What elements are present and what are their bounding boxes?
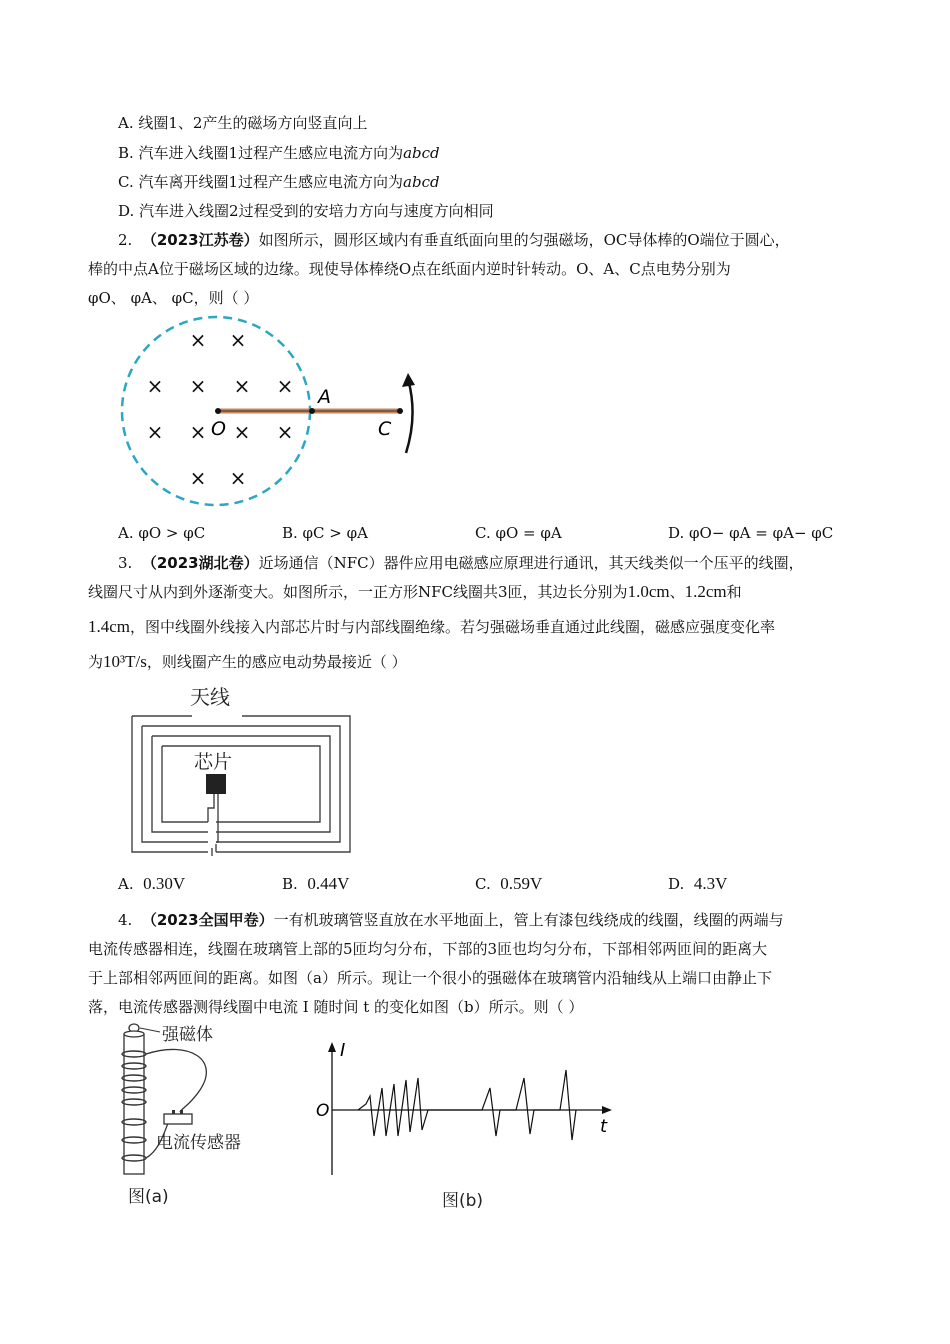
rotation-arrow-head: [402, 373, 415, 387]
q1-option-c-abcd: abcd: [403, 173, 440, 191]
axis-t-arrow: [602, 1106, 612, 1114]
chip-lead-1: [208, 794, 214, 822]
q4-line2: 电流传感器相连，线圈在玻璃管上部的5匝均匀分布，下部的3匝也均匀分布，下部相邻两匝间的距离大: [88, 940, 768, 958]
caption-a: 图(a): [128, 1187, 169, 1207]
chip-label: 芯片: [194, 751, 233, 773]
q1-option-c: [118, 172, 440, 192]
axis-t-label: t: [600, 1116, 608, 1137]
coil-middle-turn: [142, 726, 340, 842]
q2-line2: 棒的中点A位于磁场区域的边缘。现使导体棒绕O点在纸面内逆时针转动。O、A、C点电势分别为: [88, 260, 731, 278]
q3-option-a: [118, 874, 185, 894]
sensor-terminal: [180, 1110, 183, 1114]
cross-mark: ×: [189, 374, 207, 398]
q2-source: （2023江苏卷）: [141, 231, 259, 249]
q3-option-a-value: 0.30V: [143, 874, 186, 893]
q3-text3: ，图中线圈外线接入内部芯片时与内部线圈绝缘。若匀强磁场垂直通过此线圈，磁感应强度变化率: [130, 618, 776, 636]
q3-text2: 线圈尺寸从内到外逐渐变大。如图所示，一正方形NFC线圈共3匝，其边长分别为: [88, 583, 628, 601]
wire-top: [146, 1049, 206, 1112]
axis-i-label: I: [340, 1040, 346, 1061]
point-a: [309, 408, 315, 414]
q4-line4: 落，电流传感器测得线圈中电流 I 随时间 t 的变化如图（b）所示。则（ ）: [88, 998, 584, 1016]
q1-option-d: D. 汽车进入线圈2过程受到的安培力方向与速度方向相同: [118, 202, 494, 220]
q3-option-d: [668, 874, 727, 894]
chip-square: [206, 774, 226, 794]
cross-mark: ×: [189, 466, 207, 490]
q4-line1: [118, 910, 784, 930]
q3-option-b-letter: B.: [282, 875, 298, 893]
q2-option-b: B. φC > φA: [282, 524, 368, 542]
q2-figure-magnetic-field: [118, 315, 438, 515]
cross-mark: ×: [146, 374, 164, 398]
q3-option-d-letter: D.: [668, 875, 685, 893]
q3-sep: 、: [669, 583, 685, 601]
q3-and: 和: [726, 583, 742, 601]
cross-mark: ×: [189, 328, 207, 352]
q2-option-a: A. φO > φC: [118, 524, 206, 542]
q1-option-b: [118, 143, 440, 163]
coil-innermost-turn: [162, 746, 320, 822]
cross-mark: ×: [229, 328, 247, 352]
q3-text4a: 为: [88, 653, 104, 671]
q2-text1: 如图所示，圆形区域内有垂直纸面向里的匀强磁场，OC导体棒的O端位于圆心，: [258, 231, 790, 249]
q3-rate: 10³T/s: [103, 652, 147, 671]
q1-option-c-text: C. 汽车离开线圈1过程产生感应电流方向为: [118, 173, 404, 191]
q3-option-c: [475, 874, 542, 894]
q2-option-d: D. φO− φA = φA− φC: [668, 524, 834, 542]
point-c: [397, 408, 403, 414]
point-o: [215, 408, 221, 414]
q4-number: 4.: [118, 911, 133, 929]
current-sensor-box: [164, 1114, 192, 1124]
q4-source: （2023全国甲卷）: [141, 911, 274, 929]
q3-option-c-value: 0.59V: [500, 874, 543, 893]
cross-mark: ×: [276, 374, 294, 398]
cross-mark: ×: [146, 420, 164, 444]
cross-mark: ×: [229, 466, 247, 490]
sensor-terminal: [172, 1110, 175, 1114]
cross-mark: ×: [276, 420, 294, 444]
chip-lead-2: [216, 794, 218, 852]
q2-line3: φO、 φA、 φC，则（ ）: [88, 289, 259, 307]
label-c: C: [378, 418, 392, 440]
q3-option-a-letter: A.: [118, 875, 134, 893]
q1-option-a: A. 线圈1、2产生的磁场方向竖直向上: [118, 114, 368, 132]
q3-line1: [118, 553, 804, 573]
q3-text1: 近场通信（NFC）器件应用电磁感应原理进行通讯，其天线类似一个压平的线圈，: [258, 554, 804, 572]
rotation-arrow: [406, 379, 413, 453]
coil-inner-turn: [152, 736, 330, 832]
q3-side-1: 1.0cm: [627, 582, 670, 601]
caption-b: 图(b): [442, 1191, 484, 1211]
q3-text4b: ，则线圈产生的感应电动势最接近（ ）: [146, 653, 407, 671]
q2-number: 2.: [118, 231, 133, 249]
q4-figure-b-current-graph: [310, 1040, 620, 1215]
q3-option-c-letter: C.: [475, 875, 491, 893]
q1-option-b-abcd: abcd: [403, 144, 440, 162]
origin-label: O: [316, 1101, 330, 1121]
q3-number: 3.: [118, 554, 133, 572]
q3-line3: [88, 617, 775, 637]
magnet-pointer: [140, 1028, 160, 1032]
q2-option-c: C. φO = φA: [475, 524, 562, 542]
cross-mark: ×: [189, 420, 207, 444]
q3-option-b: [282, 874, 349, 894]
q3-figure-nfc-coil: [128, 680, 378, 860]
label-o: O: [211, 418, 226, 440]
tube-top-rim: [124, 1031, 144, 1037]
magnet-label: 强磁体: [162, 1025, 213, 1045]
q3-option-d-value: 4.3V: [693, 874, 728, 893]
q3-source: （2023湖北卷）: [141, 554, 259, 572]
cross-mark: ×: [233, 374, 251, 398]
q2-line1: [118, 230, 790, 250]
q4-figure-a-tube: [110, 1020, 280, 1215]
current-waveform: [358, 1070, 576, 1140]
q4-line3: 于上部相邻两匝间的距离。如图（a）所示。现让一个很小的强磁体在玻璃管内沿轴线从上端口由静止下: [88, 969, 772, 987]
q3-line2: [88, 582, 742, 602]
q4-text1: 一有机玻璃管竖直放在水平地面上，管上有漆包线绕成的线圈，线圈的两端与: [273, 911, 784, 929]
q3-side-3: 1.4cm: [88, 617, 131, 636]
q3-option-b-value: 0.44V: [307, 874, 350, 893]
q3-line4: [88, 652, 407, 672]
label-a: A: [318, 386, 331, 408]
q1-option-b-text: B. 汽车进入线圈1过程产生感应电流方向为: [118, 144, 404, 162]
sensor-label: 电流传感器: [156, 1133, 241, 1153]
axis-i-arrow: [328, 1042, 336, 1052]
cross-mark: ×: [233, 420, 251, 444]
antenna-label: 天线: [190, 685, 230, 709]
q3-side-2: 1.2cm: [684, 582, 727, 601]
